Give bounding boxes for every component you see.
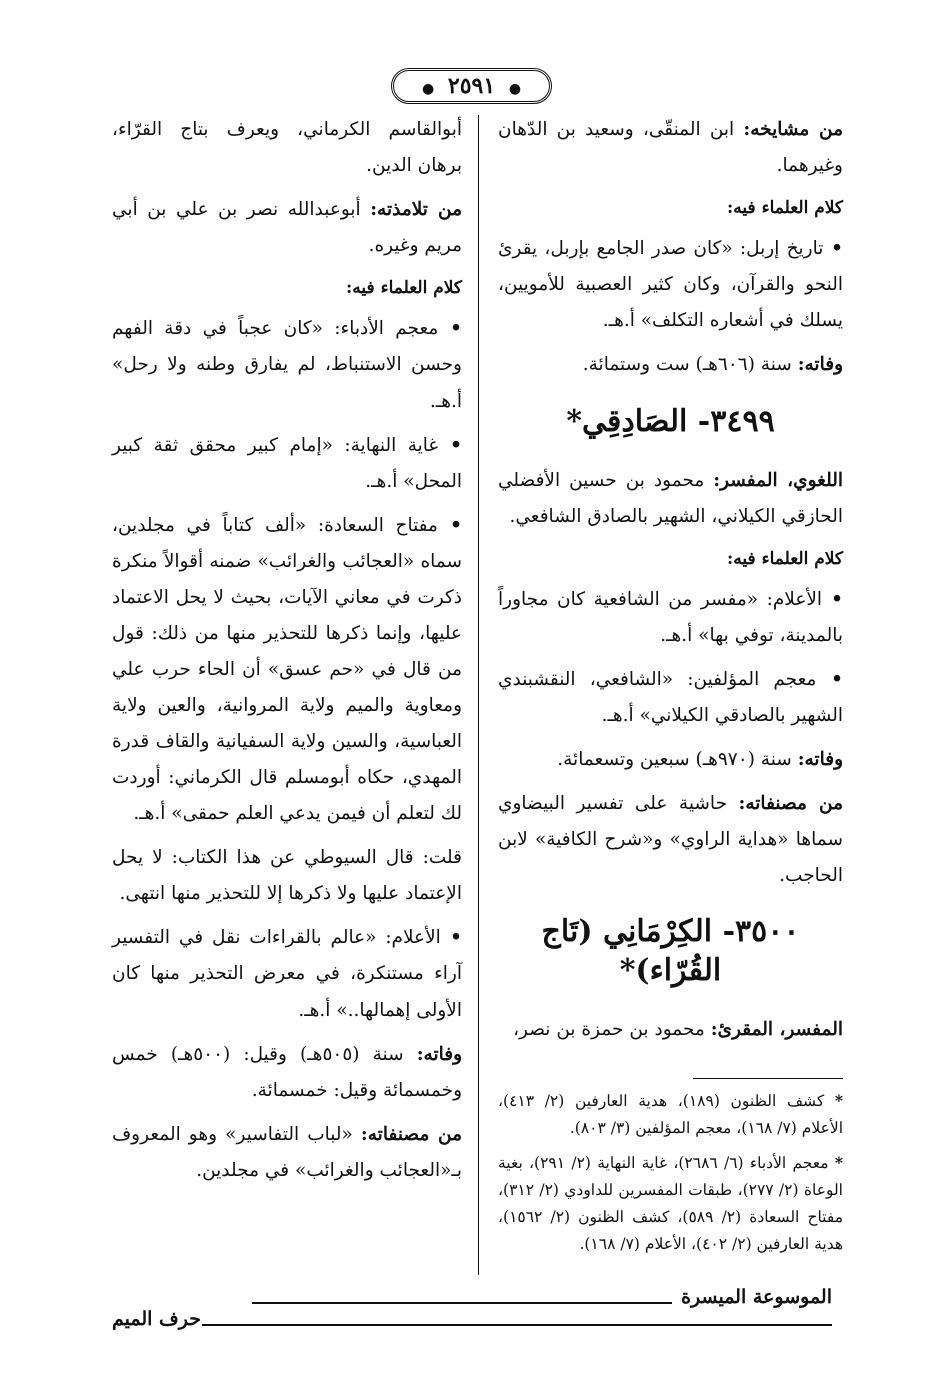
- scholars-heading: كلام العلماء فيه:: [727, 548, 843, 569]
- ornament-dot: ●: [421, 81, 435, 97]
- death-paragraph: وفاته: سنة (٥٠٥هـ) وقيل: (٥٠٠هـ) خمس وخمسمائة وقيل: خمسمائة.: [112, 1043, 463, 1101]
- quote-bullet: • غاية النهاية: «إمام كبير محقق ثقة كبير المحل» أ.هـ.: [112, 428, 462, 500]
- works-paragraph: من مصنفاته: حاشية على تفسير البيضاوي سماها «هداية الراوي» و«شرح الكافية» لابن الحاجب.: [498, 793, 844, 887]
- continued-paragraph: أبوالقاسم الكرماني، ويعرف بتاج القرّاء، برهان الدين.: [112, 119, 462, 177]
- footnote: * كشف الظنون (١٨٩)، هدية العارفين (٢/ ٤١٣)، الأعلام (٧/ ١٦٨)، معجم المؤلفين (٣/ ٨٠٣).: [498, 1091, 843, 1138]
- quote-bullet: • معجم الأدباء: «كان عجباً في دقة الفهم وحسن الاستنباط، لم يفارق وطنه ولا رحل» أ.هـ.: [112, 311, 462, 419]
- asterisk-marker: *: [834, 1152, 843, 1172]
- works-paragraph: من مصنفاته: «لباب التفاسير» وهو المعروف بـ«العجائب والغرائب» في مجلدين.: [112, 1123, 462, 1181]
- page-number: ٢٥٩١: [447, 73, 496, 99]
- left-column: [112, 112, 462, 1197]
- entry-title-3500: ٣٥٠٠- الكِرْمَانِي (تَاج القُرّاء)*: [541, 914, 800, 989]
- letter-section: حرف الميم: [112, 1308, 201, 1330]
- quote-bullet: • الأعلام: «مفسر من الشافعية كان مجاوراً بالمدينة، توفي بها» أ.هـ.: [498, 582, 843, 654]
- death-paragraph: وفاته: سنة (٦٠٦هـ) ست وستمائة.: [582, 354, 843, 376]
- quote-bullet: • معجم المؤلفين: «الشافعي، النقشبندي الشهير بالصادقي الكيلاني» أ.هـ.: [498, 662, 843, 734]
- entry-title-3499: ٣٤٩٩- الصَادِقِي*: [566, 403, 775, 439]
- page-number-frame: [0, 66, 943, 106]
- quote-bullet: • تاريخ إربل: «كان صدر الجامع بإربل، يقرئ النحو والقرآن، وكان كثير العصبية للأمويين، يسلك في أشعاره التكلف» أ.هـ.: [498, 231, 843, 339]
- column-divider: [478, 115, 479, 1275]
- scholars-heading: كلام العلماء فيه:: [346, 278, 462, 299]
- death-paragraph: وفاته: سنة (٩٧٠هـ) سبعين وتسعمائة.: [557, 749, 843, 771]
- quote-bullet: • مفتاح السعادة: «ألف كتاباً في مجلدين، سماه «العجائب والغرائب» ضمنه أقوالاً منكرة ذكرت في معاني الآيات، بحيث لا يحل الاعتماد عليها، وإنما ذكرها للتحذير منها من ذلك: قول من قال في «حم عسق» أن الحاء حرب علي ومعاوية والميم ولاية المروانية، والعين ولاية العباسية، والسين ولاية السفيانية والقاف قدرة المهدي، حكاه أبومسلم قال الكرماني: أوردت لك لتعلم أن فيمن يدعي العلم حمقى» أ.هـ.: [112, 508, 462, 833]
- footnotes-divider: [693, 1078, 843, 1079]
- students-paragraph: من تلامذته: أبوعبدالله نصر بن علي بن أبي مريم وغيره.: [112, 199, 462, 257]
- series-title: الموسوعة الميسرة: [681, 1286, 832, 1308]
- footer-rule: [252, 1302, 672, 1304]
- entry-intro: اللغوي، المفسر: محمود بن حسين الأفضلي الحازقي الكيلاني، الشهير بالصادق الشافعي.: [498, 469, 843, 527]
- page-footer: [112, 1280, 832, 1330]
- quote-bullet: • الأعلام: «عالم بالقراءات نقل في التفسير آراء مستنكرة، في معرض التحذير منها كان الأولى إهمالها..» أ.هـ.: [112, 920, 462, 1028]
- right-column: [498, 112, 843, 1264]
- asterisk-marker: *: [834, 1091, 843, 1111]
- scholars-heading: كلام العلماء فيه:: [727, 198, 843, 219]
- entry-intro: المفسر، المقرئ: محمود بن حمزة بن نصر،: [513, 1019, 843, 1041]
- author-note: قلت: قال السيوطي عن هذا الكتاب: لا يحل الإعتماد عليها ولا ذكرها إلا للتحذير منها انتهى.: [112, 847, 462, 905]
- footer-rule: [202, 1324, 832, 1326]
- teachers-paragraph: من مشايخه: ابن المنقّى، وسعيد بن الدّهان وغيرهما.: [498, 119, 843, 177]
- ornament-dot: ●: [508, 81, 522, 97]
- footnote: * معجم الأدباء (٦/ ٢٦٨٦)، غاية النهاية (٢/ ٢٩١)، بغية الوعاة (٢/ ٢٧٧)، طبقات المفسرين للداودي (٢/ ٣١٢)، مفتاح السعادة (٢/ ٥٨٩)، كشف الظنون (٢/ ١٥٦٢)، هدية العارفين (٢/ ٤٠٢)، الأعلام (٧/ ١٦٨).: [498, 1152, 843, 1253]
